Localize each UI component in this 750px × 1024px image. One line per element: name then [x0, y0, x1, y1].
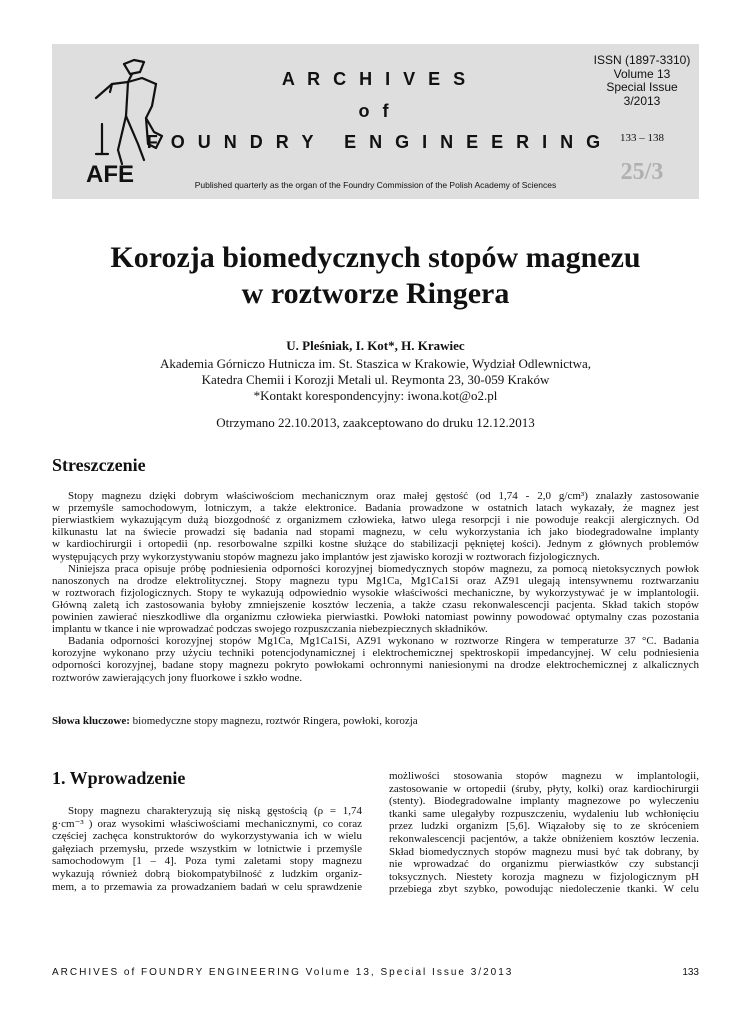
intro-right-line: Skład biomedycznych stopów magnezu musi być tak dobrany, by [389, 845, 699, 858]
abstract-line: odporności korozyjnej, badane stopy magnezu pokryto powłokami ochronnymi naniesionymi na drodze elektrochemicznej z alkalicznych [52, 659, 699, 672]
keywords [52, 715, 418, 727]
article-title-line2: w roztworze Ringera [241, 277, 510, 310]
abstract-line: Badania odporności korozyjnej stopów Mg1Ca, Mg1Ca1Si, AZ91 wykonano w roztworze Ringera w temperaturze 37 °C. Badania [68, 635, 699, 648]
intro-right-line: tkanki same ulegałyby rozpuszczeniu, wydaleniu lub wchłonięciu [389, 807, 699, 820]
issn: ISSN (1897-3310) [593, 53, 691, 67]
abstract-line: w roztworach fizjologicznych. Stopy te wykazują odpowiednio wysokie właściwości mechaniczne, by wykorzystywać je w implantologii. [52, 586, 699, 599]
intro-right-line: toksycznych. Niestety korozja magnezu w fizjologicznym pH [389, 870, 699, 883]
intro-right-line: nie wprowadzać do organizmu pierwiastków czy substancji [389, 858, 699, 871]
affiliation-line1: Akademia Górniczo Hutnicza im. St. Staszica w Krakowie, Wydział Odlewnictwa, [159, 356, 592, 371]
abstract-line: roztworów zawierających jony fluorkowe i szkło wodne. [52, 671, 303, 684]
abstract-line: kilkunastu lat na świecie prowadzi się badania nad stopami magnezu, w celu wykorzystania ich jako biodegradowalne implanty [52, 526, 699, 539]
abstract-line: w przemyśle samochodowym, lotniczym, a także elektronice. Badania prowadzone w ostatnich latach wykazały, że magnez jest [52, 502, 699, 515]
intro-left-line: częściej zachęca konstruktorów do wykorzystywania ich w wielu [52, 830, 362, 843]
intro-left-line: Stopy magnezu charakteryzują się niską gęstością (ρ = 1,74 [68, 805, 362, 817]
intro-right-line: rekonwalescencji pacjentów, a także obniżeniem kosztów leczenia. [389, 833, 699, 845]
abstract-line: w kardiochirurgii i ortopedii (np. resorbowalne szpilki kostne służące do stabilizacji pękniętej kości). Jednym z głównych problemów [52, 538, 699, 551]
abstract-line: nanoszonych na drodze elektrolitycznej. Stopy magnezu typu Mg1Ca, Mg1Ca1Si oraz AZ91 ulegają intensywnemu roztwarzaniu [52, 574, 699, 587]
abstract-line: Stopy magnezu dzięki dobrym właściwościom mechanicznym oraz małej gęstość (od 1,74 - 2,0 g/cm³) znalazły zastosowanie [68, 490, 699, 502]
special-issue: Special Issue [606, 80, 678, 94]
footer-journal: ARCHIVES of FOUNDRY ENGINEERING Volume 13, Special Issue 3/2013 [52, 967, 514, 978]
article-title-line1: Korozja biomedycznych stopów magnezu [110, 241, 641, 274]
intro-right-line: zastosowanie w ortopedii (śruby, płyty, kolki) oraz kardiochirurgii [389, 782, 699, 795]
keywords-label: Słowa kluczowe: [52, 715, 130, 727]
contact-email: *Kontakt korespondencyjny: iwona.kot@o2.pl [253, 388, 498, 403]
abstract-line: występujących przy wykorzystywaniu stopów magnezu jako implantów jest zjawisko korozji w roztworach fizjologicznych. [52, 550, 600, 563]
intro-right-line: możliwości stosowania stopów magnezu w implantologii, [389, 770, 699, 782]
article-title [52, 240, 699, 312]
issue-info [577, 54, 707, 108]
intro-left-line: gałęziach przemysłu, przede wszystkim w lotnictwie i przemyśle [52, 842, 362, 855]
intro-left-line: mem, a to przemawia za prowadzaniem badań w celu sprawdzenie [52, 880, 362, 893]
issue-id: 25/3 [620, 159, 664, 185]
journal-header [52, 44, 699, 199]
authors: U. Pleśniak, I. Kot*, H. Krawiec [286, 338, 465, 353]
abstract-line: powinien zawierać nieszkodliwe dla organizmu człowieka pierwiastki. Powłoki natomiast powinny powodować optymalny czas pozostania [52, 611, 699, 623]
intro-right-line: przebiega zbyt szybko, powodując niedoleczenie tkanki. W celu [389, 883, 699, 896]
abstract-line: Główną zaletą ich zastosowania byłoby zmniejszenie kosztów leczenia, a także czasu rekonwalescencji pacjenta. Skład takich stopów [52, 598, 699, 611]
issue-number: 3/2013 [623, 93, 661, 108]
abstract-line: Niniejsza praca opisuje próbę podniesienia odporności korozyjnej biomedycznych stopów magnezu, za pomocą nietoksycznych powłok [68, 562, 699, 575]
intro-left-line: wykazują również dobrą biokompatybilność z ludzkim organiz- [52, 868, 362, 880]
intro-left-line: samochodowym [1 – 4]. Poza tymi zaletami stopy magnezu [52, 855, 362, 868]
abstract-heading: Streszczenie [52, 455, 146, 475]
volume: Volume 13 [613, 66, 671, 81]
keywords-text: biomedyczne stopy magnezu, roztwór Ringera, powłoki, korozja [129, 715, 418, 727]
intro-right-line: przez ludzki organizm [5,6]. Wiązałoby się to ze skróceniem [389, 820, 699, 833]
abstract-line: implantu w tkance i nie wprowadzać podczas swojego rozpuszczania niebezpiecznych składników. [52, 623, 488, 636]
afe-logo-text: AFE [86, 161, 134, 188]
intro-heading: 1. Wprowadzenie [52, 768, 186, 788]
affiliation-line2: Katedra Chemii i Korozji Metali ul. Reymonta 23, 30-059 Kraków [201, 372, 550, 387]
journal-title-line1: A R C H I V E S [281, 69, 470, 89]
page-range: 133 – 138 [620, 132, 664, 144]
page-number: 133 [682, 967, 699, 978]
received-dates: Otrzymano 22.10.2013, zaakceptowano do druku 12.12.2013 [216, 415, 535, 430]
abstract-line: korozyjne wykonano przy użyciu techniki potencjodynamicznej i elektrochemicznej spektroskopii impedancyjnej. W celu podniesienia [52, 647, 699, 660]
publisher-note: Published quarterly as the organ of the Foundry Commission of the Polish Academy of Sciences [194, 180, 557, 190]
intro-right-line: (stenty). Biodegradowalne implanty magnezowe po wyleczeniu [389, 795, 699, 808]
journal-title-line3: F O U N D R Y E N G I N E E R I N G [146, 132, 605, 152]
intro-left-line: g·cm⁻³ ) oraz wysokimi właściwościami mechanicznymi, co coraz [52, 817, 362, 830]
abstract-line: pierwiastkiem wykazującym dużą biozgodność z organizmem człowieka, łatwo ulega resorpcji i nie powoduje reakcji alergicznych. Od [52, 514, 699, 527]
journal-title-line2: o f [358, 101, 393, 121]
